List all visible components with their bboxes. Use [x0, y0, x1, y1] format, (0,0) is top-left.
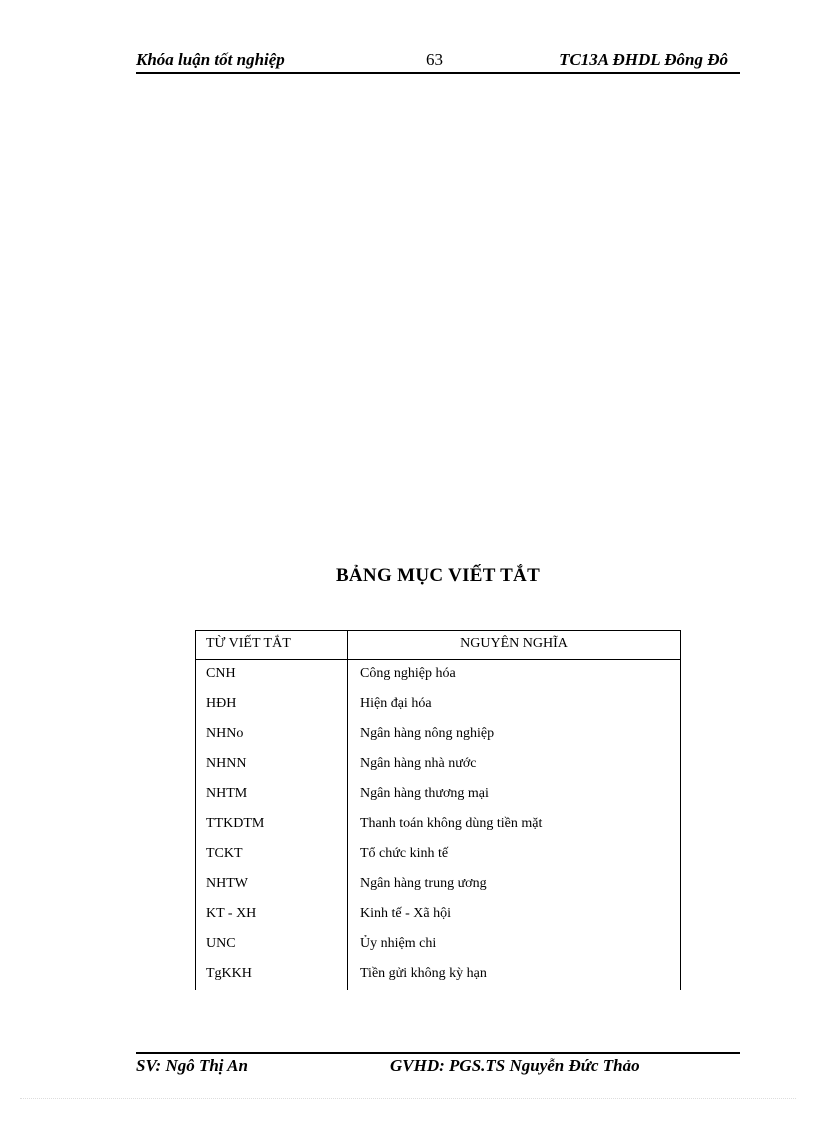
abbreviation-cell: TTKDTM [206, 816, 265, 831]
page-number: 63 [426, 50, 443, 69]
table-row [196, 840, 680, 870]
table-row [196, 870, 680, 900]
table-row [196, 930, 680, 960]
meaning-cell: Hiện đại hóa [360, 696, 432, 711]
abbreviation-cell: TgKKH [206, 966, 252, 981]
abbreviation-cell: CNH [206, 666, 236, 681]
table-row [196, 960, 680, 990]
abbreviation-cell: HĐH [206, 696, 237, 711]
meaning-cell: Ngân hàng nông nghiệp [360, 726, 495, 741]
title-text: BẢNG MỤC VIẾT TẮT [335, 565, 541, 586]
page-footer [136, 1052, 740, 1080]
table-row [196, 660, 680, 690]
footer-supervisor-name: GVHD: PGS.TS Nguyễn Đức Thảo [390, 1056, 640, 1075]
abbreviation-cell: NHTM [206, 786, 248, 801]
footer-student-name: SV: Ngô Thị An [136, 1056, 248, 1075]
meaning-cell: Kinh tế - Xã hội [360, 906, 451, 921]
header-class-label: TC13A ĐHDL Đông Đô [559, 50, 728, 69]
page-bottom-dotted-line [20, 1098, 796, 1099]
meaning-cell: Thanh toán không dùng tiền mặt [360, 816, 543, 831]
table-body [195, 660, 681, 990]
meaning-cell: Tổ chức kinh tế [360, 846, 449, 861]
meaning-cell: Ngân hàng trung ương [360, 876, 487, 891]
meaning-cell: Ngân hàng thương mại [360, 786, 489, 801]
table-header-row [195, 630, 681, 660]
table-row [196, 720, 680, 750]
meaning-cell: Công nghiệp hóa [360, 666, 456, 681]
header-thesis-label: Khóa luận tốt nghiệp [136, 50, 285, 69]
table-row [196, 900, 680, 930]
abbreviation-cell: NHNN [206, 756, 247, 771]
abbreviation-cell: KT - XH [206, 906, 257, 921]
table-row [196, 750, 680, 780]
table-row [196, 810, 680, 840]
page-title [0, 565, 816, 587]
column-header-meaning: NGUYÊN NGHĨA [460, 636, 568, 651]
table-row [196, 690, 680, 720]
abbreviation-table [195, 630, 681, 990]
meaning-cell: Tiền gửi không kỳ hạn [360, 966, 487, 981]
column-divider [347, 660, 348, 990]
table-row [196, 780, 680, 810]
abbreviation-cell: NHTW [206, 876, 248, 891]
page-header [136, 48, 740, 74]
column-header-abbreviation: TỪ VIẾT TẮT [196, 631, 348, 659]
abbreviation-cell: NHNo [206, 726, 244, 741]
abbreviation-cell: TCKT [206, 846, 243, 861]
meaning-cell: Ngân hàng nhà nước [360, 756, 477, 771]
meaning-cell: Ủy nhiệm chi [360, 936, 437, 951]
abbreviation-cell: UNC [206, 936, 236, 951]
